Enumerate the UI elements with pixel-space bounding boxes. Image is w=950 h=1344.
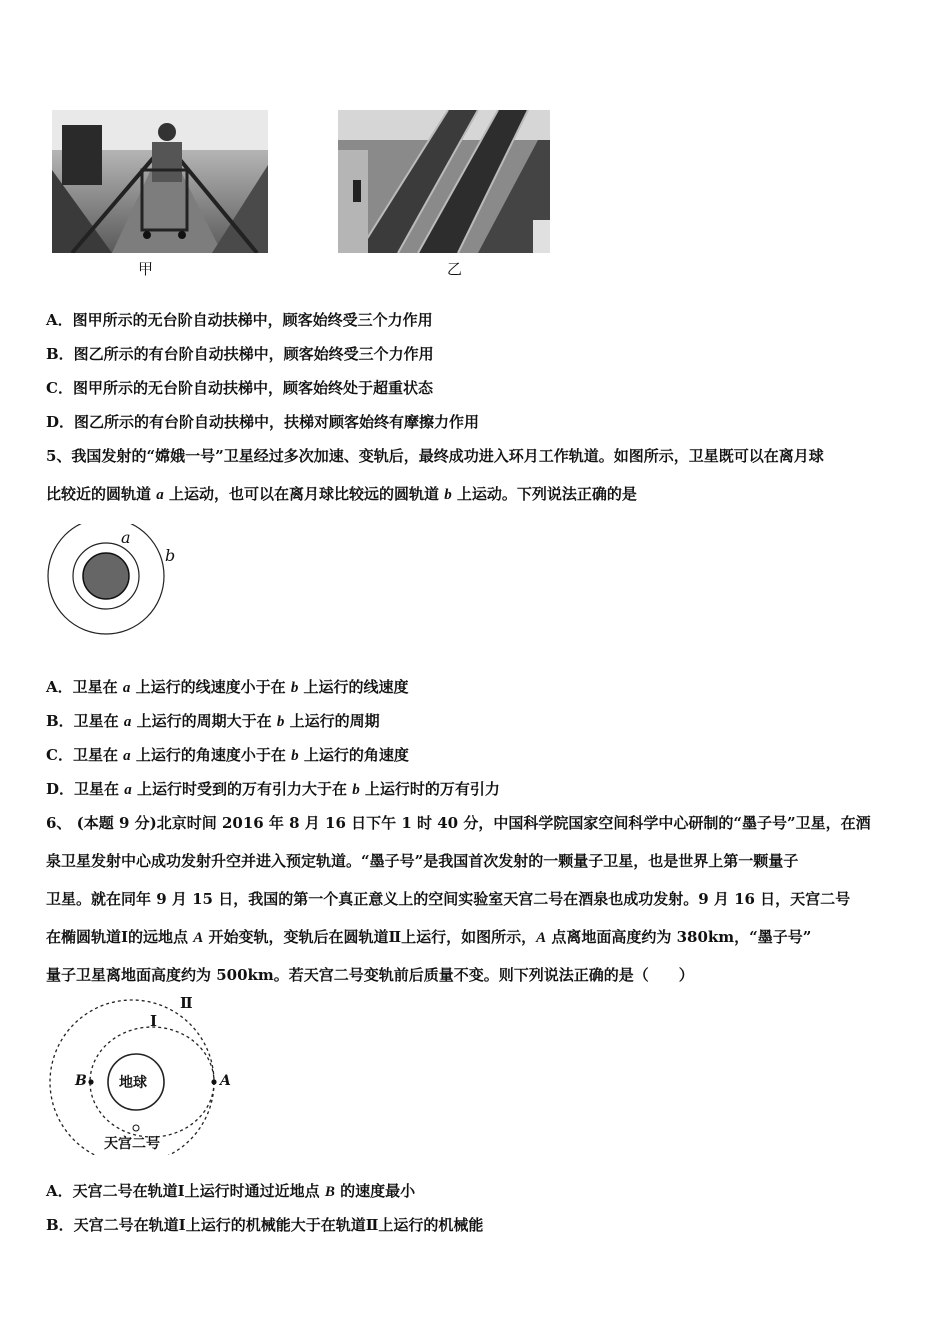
- q4-option-b: B．图乙所示的有台阶自动扶梯中，顾客始终受三个力作用: [46, 345, 434, 363]
- point-B-label: B: [75, 1073, 87, 1089]
- q6-stem-line1: 6、 (本题 9 分)北京时间 2016 年 8 月 16 日下午 1 时 40 分，中国科学院国家空间科学中心研制的“墨子号”卫星，在酒: [46, 814, 871, 832]
- station-label: 天宫二号: [104, 1136, 160, 1152]
- q6-stem-line5: 量子卫星离地面高度约为 500km。若天宫二号变轨前后质量不变。则下列说法正确的是（ ）: [46, 966, 694, 984]
- q6-option-a: A．天宫二号在轨道Ⅰ上运行时通过近地点 B 的速度最小: [46, 1182, 416, 1200]
- orbit-II-label: Ⅱ: [180, 994, 193, 1012]
- q6-stem-line2: 泉卫星发射中心成功发射升空并进入预定轨道。“墨子号”是我国首次发射的一颗量子卫星，也是世界上第一颗量子: [46, 852, 799, 870]
- var-b: b: [444, 487, 452, 503]
- q4-option-d: D．图乙所示的有台阶自动扶梯中，扶梯对顾客始终有摩擦力作用: [46, 413, 480, 431]
- q5-option-a: A．卫星在 a 上运行的线速度小于在 b 上运行的线速度: [46, 678, 409, 696]
- orbit-I-label: Ⅰ: [150, 1012, 158, 1030]
- q5-option-c: C．卫星在 a 上运行的角速度小于在 b 上运行的角速度: [46, 746, 409, 764]
- moon-orbit-diagram: [44, 524, 184, 636]
- q5-stem-line1: 5、我国发射的“嫦娥一号”卫星经过多次加速、变轨后，最终成功进入环月工作轨道。如图所示，卫星既可以在离月球: [46, 447, 824, 465]
- orbit-b-label: b: [165, 546, 176, 565]
- point-A-dot: [211, 1079, 216, 1084]
- station-dot: [133, 1125, 139, 1131]
- q6-option-b: B．天宫二号在轨道Ⅰ上运行的机械能大于在轨道Ⅱ上运行的机械能: [46, 1216, 484, 1234]
- caption-jia: 甲: [138, 260, 154, 278]
- q5-stem-text: 上运动，也可以在离月球比较远的圆轨道: [163, 485, 445, 503]
- q4-option-c: C．图甲所示的无台阶自动扶梯中，顾客始终处于超重状态: [46, 379, 433, 397]
- q5-stem-text: 上运动。下列说法正确的是: [451, 485, 637, 503]
- escalator-photo-yi: [338, 110, 550, 253]
- var-a: a: [156, 487, 164, 503]
- q6-stem-line3: 卫星。就在同年 9 月 15 日，我国的第一个真正意义上的空间实验室天宫二号在酒泉也成功发射。9 月 16 日，天宫二号: [46, 890, 851, 908]
- escalator-photo-jia: [52, 110, 268, 253]
- q5-stem-text: 比较近的圆轨道: [46, 485, 157, 503]
- point-B-dot: [88, 1079, 93, 1084]
- point-A-label: A: [220, 1073, 231, 1089]
- moon: [83, 553, 129, 599]
- q5-stem-line2: [46, 484, 637, 505]
- earth-label: 地球: [119, 1075, 147, 1091]
- caption-yi: 乙: [447, 260, 463, 278]
- q4-option-a: A．图甲所示的无台阶自动扶梯中，顾客始终受三个力作用: [46, 311, 433, 329]
- q6-stem-line4: 在椭圆轨道Ⅰ的远地点 A 开始变轨，变轨后在圆轨道Ⅱ上运行，如图所示，A 点离地面高度约为 380km，“墨子号”: [46, 928, 812, 946]
- orbit-a-label: a: [121, 528, 131, 547]
- q5-option-b: B．卫星在 a 上运行的周期大于在 b 上运行的周期: [46, 712, 380, 730]
- q5-option-d: D．卫星在 a 上运行时受到的万有引力大于在 b 上运行时的万有引力: [46, 780, 500, 798]
